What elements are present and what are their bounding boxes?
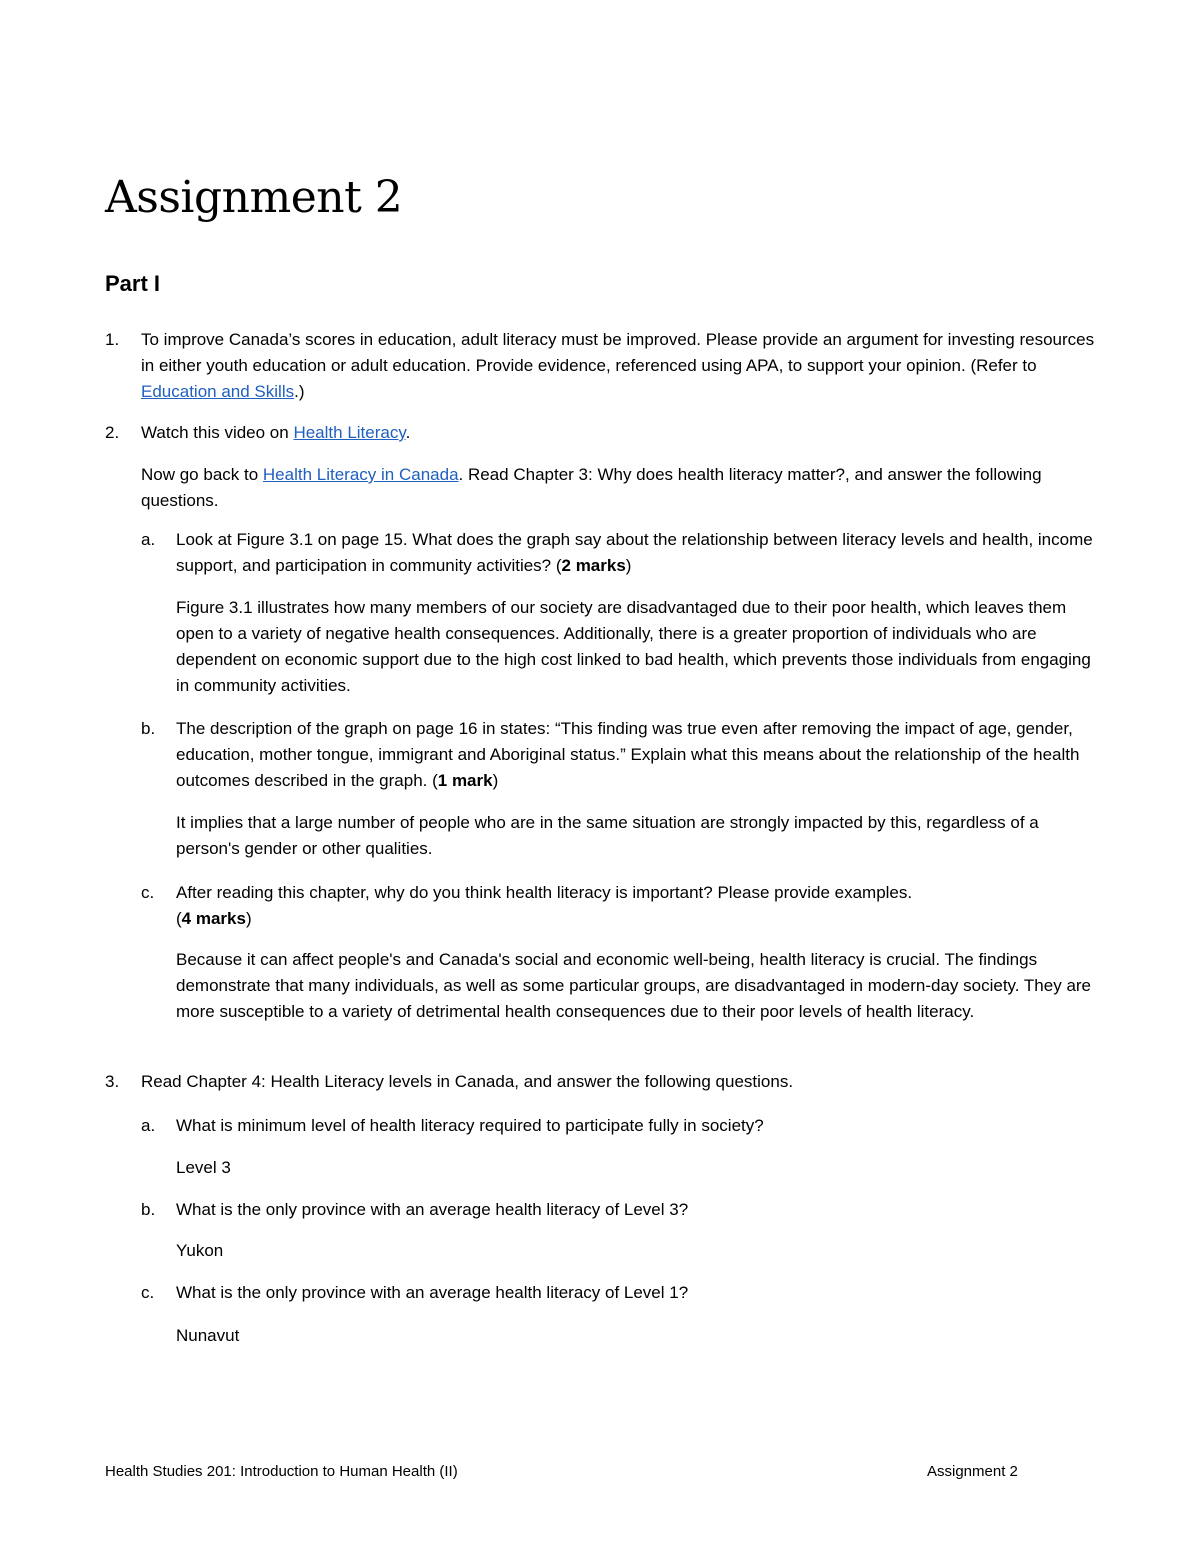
footer-assignment: Assignment 2 — [927, 1463, 1018, 1480]
q2c-question — [176, 880, 1106, 932]
q2-watch-text — [141, 420, 1101, 446]
q2-now-before: Now go back to — [141, 465, 263, 484]
q2b-question-text: The description of the graph on page 16 in states: “This finding was true even after removing the impact of age, gender, education, mother tongue, immigrant and Aboriginal status.” Explain what this means about the relationship of the health outcomes described in the graph. ( — [176, 719, 1080, 790]
part-heading: Part I — [105, 271, 161, 296]
q2b-letter: b. — [141, 719, 156, 738]
q2a-question-text: Look at Figure 3.1 on page 15. What does the graph say about the relationship between literacy levels and health, income support, and participation in community activities? ( — [176, 530, 1093, 575]
health-literacy-in-canada-link[interactable]: Health Literacy in Canada — [262, 465, 459, 484]
q2a-marks: 2 marks — [561, 556, 626, 575]
q1-number: 1. — [105, 330, 120, 349]
health-literacy-video-link[interactable]: Health Literacy — [293, 423, 406, 442]
document-title: Assignment 2 — [105, 172, 403, 223]
q2c-marks: 4 marks — [181, 909, 246, 928]
q2b-answer: It implies that a large number of people who are in the same situation are strongly impacted by this, regardless of a person's gender or other qualities. — [176, 813, 1039, 858]
q3b-question: What is the only province with an average health literacy of Level 3? — [176, 1200, 689, 1219]
q3c-answer: Nunavut — [176, 1326, 240, 1345]
q1-text — [141, 327, 1101, 405]
q2b-marks: 1 mark — [437, 771, 493, 790]
q3-text: Read Chapter 4: Health Literacy levels in Canada, and answer the following questions. — [141, 1072, 794, 1091]
q2c-letter: c. — [141, 883, 155, 902]
q2-watch-before: Watch this video on — [141, 423, 294, 442]
q2b-question — [176, 716, 1106, 794]
q3b-letter: b. — [141, 1200, 156, 1219]
q2a-question — [176, 527, 1106, 579]
education-and-skills-link[interactable]: Education and Skills — [141, 382, 295, 401]
q3c-letter: c. — [141, 1283, 155, 1302]
q2c-open: ( — [176, 909, 182, 928]
q3b-answer: Yukon — [176, 1241, 224, 1260]
q2a-answer: Figure 3.1 illustrates how many members of our society are disadvantaged due to their poor health, which leaves them open to a variety of negative health consequences. Additionally, there is a greater proportion of individuals who are dependent on economic support due to the high cost linked to bad health, which prevents those individuals from engaging in community activities. — [176, 598, 1091, 695]
q1-text-after: .) — [294, 382, 305, 401]
q2b-close: ) — [492, 771, 499, 790]
q1-text-before: To improve Canada’s scores in education, adult literacy must be improved. Please provide an argument for investing resources in either youth education or adult education. Provide evidence, referenced using APA, to support your opinion. (Refer to — [141, 330, 1095, 375]
q3a-answer: Level 3 — [176, 1158, 231, 1177]
q2c-answer: Because it can affect people's and Canada's social and economic well-being, health literacy is crucial. The findings demonstrate that many individuals, as well as some particular groups, are disadvantaged in modern-day society. They are more susceptible to a variety of detrimental health consequences due to their poor levels of health literacy. — [176, 950, 1092, 1021]
q3a-letter: a. — [141, 1116, 156, 1135]
q3a-question: What is minimum level of health literacy required to participate fully in society? — [176, 1116, 764, 1135]
q2-now-after: . Read Chapter 3: Why does health literacy matter?, and answer the following questions. — [141, 465, 1042, 510]
q2-now-text — [141, 462, 1101, 514]
q2c-question-text: After reading this chapter, why do you think health literacy is important? Please provide examples. — [176, 883, 913, 902]
footer-course: Health Studies 201: Introduction to Human Health (II) — [105, 1463, 458, 1480]
q3c-question: What is the only province with an average health literacy of Level 1? — [176, 1283, 689, 1302]
q2a-close: ) — [625, 556, 632, 575]
q2-number: 2. — [105, 423, 120, 442]
q2-watch-after: . — [405, 423, 411, 442]
q3-number: 3. — [105, 1072, 120, 1091]
q2a-letter: a. — [141, 530, 156, 549]
q2c-close: ) — [245, 909, 252, 928]
